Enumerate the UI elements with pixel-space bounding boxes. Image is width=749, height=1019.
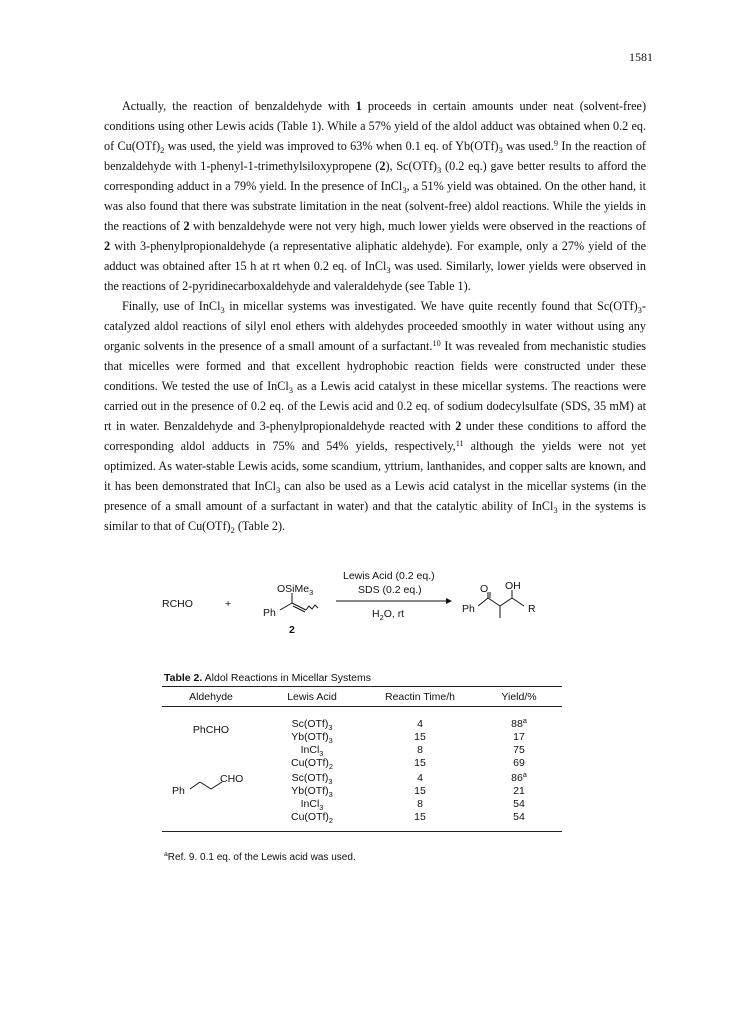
acid-name: Yb(OTf) — [291, 784, 329, 797]
cell-lewis-acid — [260, 707, 364, 731]
p2-compound-ref-1: 2 — [455, 419, 462, 433]
p1-compound-ref-3: 2 — [183, 219, 190, 233]
cell-aldehyde-empty — [162, 810, 260, 832]
cell-yield: 21 — [513, 784, 525, 797]
cell-time: 8 — [417, 743, 423, 756]
cell-time: 15 — [414, 784, 426, 797]
cell-lewis-acid — [260, 797, 364, 810]
acid-sub: 3 — [328, 776, 333, 786]
p1-text-4: was used. — [502, 139, 554, 153]
p1-text-6: ), Sc(OTf) — [385, 159, 437, 173]
reaction-scheme — [0, 560, 749, 650]
acid-sub: 3 — [319, 802, 324, 812]
scheme-ph-reagent: Ph — [263, 607, 276, 619]
p1-text-9: with benzaldehyde were not very high, much lower yields were observed in the reactions of — [189, 219, 646, 233]
acid-sub: 3 — [319, 748, 324, 758]
p1-sub-2: 3 — [498, 145, 503, 155]
table-caption-text: Aldol Reactions in Micellar Systems — [202, 672, 371, 684]
silyl-enol-ether-bonds — [270, 590, 330, 620]
results-table — [162, 686, 562, 832]
scheme-product-r: R — [528, 603, 536, 615]
p1-sub-4: 3 — [402, 185, 407, 195]
cell-time: 4 — [417, 717, 423, 730]
cell-yield: 54 — [513, 797, 525, 810]
p2-sub-1: 3 — [220, 305, 225, 315]
cell-yield: 75 — [513, 743, 525, 756]
p2-sub-5: 3 — [553, 505, 558, 515]
table-row — [162, 756, 562, 769]
acid-sub: 3 — [328, 789, 333, 799]
cell-time: 15 — [414, 756, 426, 769]
aldehyde-ph-label: Ph — [172, 785, 185, 797]
acid-name: InCl — [300, 797, 320, 810]
cell-time: 8 — [417, 797, 423, 810]
yield-value: 88 — [511, 717, 523, 730]
p1-text-10: with 3-phenylpropionaldehyde (a representative aliphatic aldehyde). For example, only a 27% yield of the adduct was obtained after 15 h at rt when 0.2 eq. of InCl — [104, 239, 646, 273]
p2-text-4: It was revealed from mechanistic studies that micelles were formed and that excellent hydrophobic reaction fields were constructed under these conditions. We tested the use of InCl — [104, 339, 646, 393]
cell-aldehyde-empty — [162, 756, 260, 769]
acid-name: Sc(OTf) — [291, 717, 329, 730]
aldehyde-cho-label: CHO — [220, 773, 244, 785]
header-yield: Yield/% — [476, 687, 562, 707]
cell-yield: 54 — [476, 810, 562, 832]
p2-text-2: in micellar systems was investigated. We have quite recently found that Sc(OTf) — [224, 299, 638, 313]
table-row — [162, 797, 562, 810]
header-lewis-acid: Lewis Acid — [260, 687, 364, 707]
acid-name: Cu(OTf) — [290, 810, 329, 823]
yield-value: 86 — [511, 771, 523, 784]
page-number: 1581 — [629, 50, 653, 64]
p2-sub-2: 3 — [637, 305, 642, 315]
p1-sub-3: 3 — [436, 165, 442, 175]
cell-aldehyde-empty — [162, 797, 260, 810]
p2-text-10: (Table 2). — [234, 519, 286, 533]
cell-lewis-acid — [260, 784, 364, 797]
p1-text-11: was used. Similarly, lower yields were observed in the reactions of 2-pyridinecarboxaldehyde and valeraldehyde (see Table 1). — [104, 259, 646, 293]
scheme-product-oh: OH — [505, 580, 521, 592]
p2-text-3: -catalyzed aldol reactions of silyl enol ethers with aldehydes proceeded smoothly in water without using any organic solvents in the presence of a small amount of a surfactant. — [104, 299, 646, 353]
scheme-solvent-h: H — [372, 608, 380, 620]
acid-sub: 2 — [328, 815, 333, 825]
acid-sub: 3 — [328, 722, 333, 732]
p2-ref-11: 11 — [455, 439, 464, 448]
cell-yield — [476, 707, 562, 731]
footnote-mark: a — [164, 851, 168, 858]
p1-compound-ref-1: 1 — [355, 99, 362, 113]
scheme-condition-sds: SDS (0.2 eq.) — [358, 584, 422, 596]
scheme-product-o: O — [480, 583, 489, 595]
scheme-silyloxy-sub: 3 — [309, 588, 314, 597]
scheme-silyloxy-o: O — [277, 583, 286, 595]
p1-ref-9: 9 — [553, 139, 559, 148]
cell-lewis-acid — [260, 743, 364, 756]
acid-name: Sc(OTf) — [291, 771, 329, 784]
cell-lewis-acid — [260, 756, 364, 769]
p2-text-8: can also be used as a Lewis acid catalyst in the micellar systems (in the presence of a small amount of a surfactant in water) and that the catalytic ability of InCl — [104, 479, 647, 513]
p2-ref-10: 10 — [432, 339, 441, 348]
p1-text-1: Actually, the reaction of benzaldehyde with — [122, 99, 356, 113]
aldol-product-bonds — [470, 590, 540, 624]
scheme-solvent-sub: 2 — [379, 613, 384, 622]
table-row — [162, 769, 562, 784]
p2-text-9: in the systems is similar to that of Cu(OTf) — [104, 499, 646, 533]
cell-lewis-acid — [260, 730, 364, 743]
cell-lewis-acid — [260, 769, 364, 784]
table-row — [162, 707, 562, 731]
table-row — [162, 743, 562, 756]
yield-footnote-mark: a — [522, 770, 527, 779]
table-caption — [164, 672, 371, 684]
cell-yield — [476, 769, 562, 784]
cell-yield: 17 — [513, 730, 525, 743]
scheme-rcho: RCHO — [162, 598, 193, 610]
yield-footnote-mark: a — [522, 716, 527, 725]
header-reaction-time: Reactin Time/h — [364, 687, 476, 707]
paragraph-2 — [104, 296, 646, 536]
p2-sub-4: 3 — [276, 485, 281, 495]
p2-text-6: under these conditions to afford the corresponding aldol adducts in 75% and 54% yields, respectively, — [104, 419, 646, 453]
cell-yield: 69 — [513, 756, 525, 769]
table-row — [162, 810, 562, 832]
p2-text-1: Finally, use of InCl — [122, 299, 221, 313]
p1-text-5: In the reaction of benzaldehyde with 1-phenyl-1-trimethylsiloxypropene ( — [104, 139, 646, 173]
acid-sub: 2 — [328, 761, 333, 771]
aldehyde-3-phenylpropionaldehyde — [162, 769, 260, 797]
p2-sub-3: 3 — [288, 385, 294, 395]
scheme-condition-solvent — [372, 608, 404, 620]
p1-sub-5: 3 — [386, 265, 391, 275]
table-footnote — [164, 852, 356, 863]
acid-name: Yb(OTf) — [291, 730, 329, 743]
p1-text-8: , a 51% yield was obtained. On the other hand, it was also found that there was substrate limitation in the neat (solvent-free) aldol reactions. While the yields in the reactions of — [104, 179, 647, 233]
p1-text-2: proceeds in certain amounts under neat (solvent-free) conditions using other Lewis acids (Table 1). While a 57% yield of the aldol adduct was obtained when 0.2 eq. of Cu(OTf) — [104, 99, 647, 153]
p2-text-5: as a Lewis acid catalyst in these micellar systems. The reactions were carried out in the presence of 0.2 eq. of the Lewis acid and 0.2 eq. of sodium dodecylsulfate (SDS, 35 mM) at rt in water. Benzaldehyde and 3-phenylpropionaldehyde reacted with — [104, 379, 646, 433]
reaction-arrow — [334, 596, 454, 606]
cell-time: 15 — [364, 810, 476, 832]
p2-sub-6: 2 — [230, 525, 235, 535]
scheme-silyloxy-sime: SiMe — [285, 583, 310, 595]
table-header-row — [162, 687, 562, 707]
cell-aldehyde-empty — [162, 743, 260, 756]
scheme-solvent-rest: O, rt — [383, 608, 405, 620]
acid-name: Cu(OTf) — [290, 756, 329, 769]
scheme-condition-lewis-acid: Lewis Acid (0.2 eq.) — [343, 570, 435, 582]
table-caption-label: Table 2. — [164, 672, 203, 684]
cell-lewis-acid — [260, 810, 364, 832]
p1-compound-ref-4: 2 — [104, 239, 111, 253]
acid-name: InCl — [300, 743, 320, 756]
paragraph-1 — [104, 96, 646, 296]
acid-sub: 3 — [328, 735, 333, 745]
scheme-compound-number: 2 — [289, 624, 295, 636]
p1-sub-1: 2 — [160, 145, 165, 155]
p1-text-3: was used, the yield was improved to 63% when 0.1 eq. of Yb(OTf) — [164, 139, 499, 153]
scheme-product-ph: Ph — [462, 603, 475, 615]
p2-text-7: although the yields were not yet optimized. As water-stable Lewis acids, some scandium, yttrium, lanthanides, and copper salts are known, and it has been demonstrated that InCl — [104, 439, 647, 493]
scheme-plus: + — [225, 598, 232, 610]
p1-text-7: (0.2 eq.) gave better results to afford the corresponding adduct in a 79% yield. In the presence of InCl — [104, 159, 646, 193]
footnote-text: Ref. 9. 0.1 eq. of the Lewis acid was used. — [167, 852, 356, 863]
cell-time: 4 — [417, 771, 423, 784]
cell-time: 15 — [414, 730, 426, 743]
p1-compound-ref-2: 2 — [379, 159, 386, 173]
header-aldehyde: Aldehyde — [162, 687, 260, 707]
aldehyde-phcho: PhCHO — [192, 724, 230, 736]
body-text — [104, 96, 646, 536]
